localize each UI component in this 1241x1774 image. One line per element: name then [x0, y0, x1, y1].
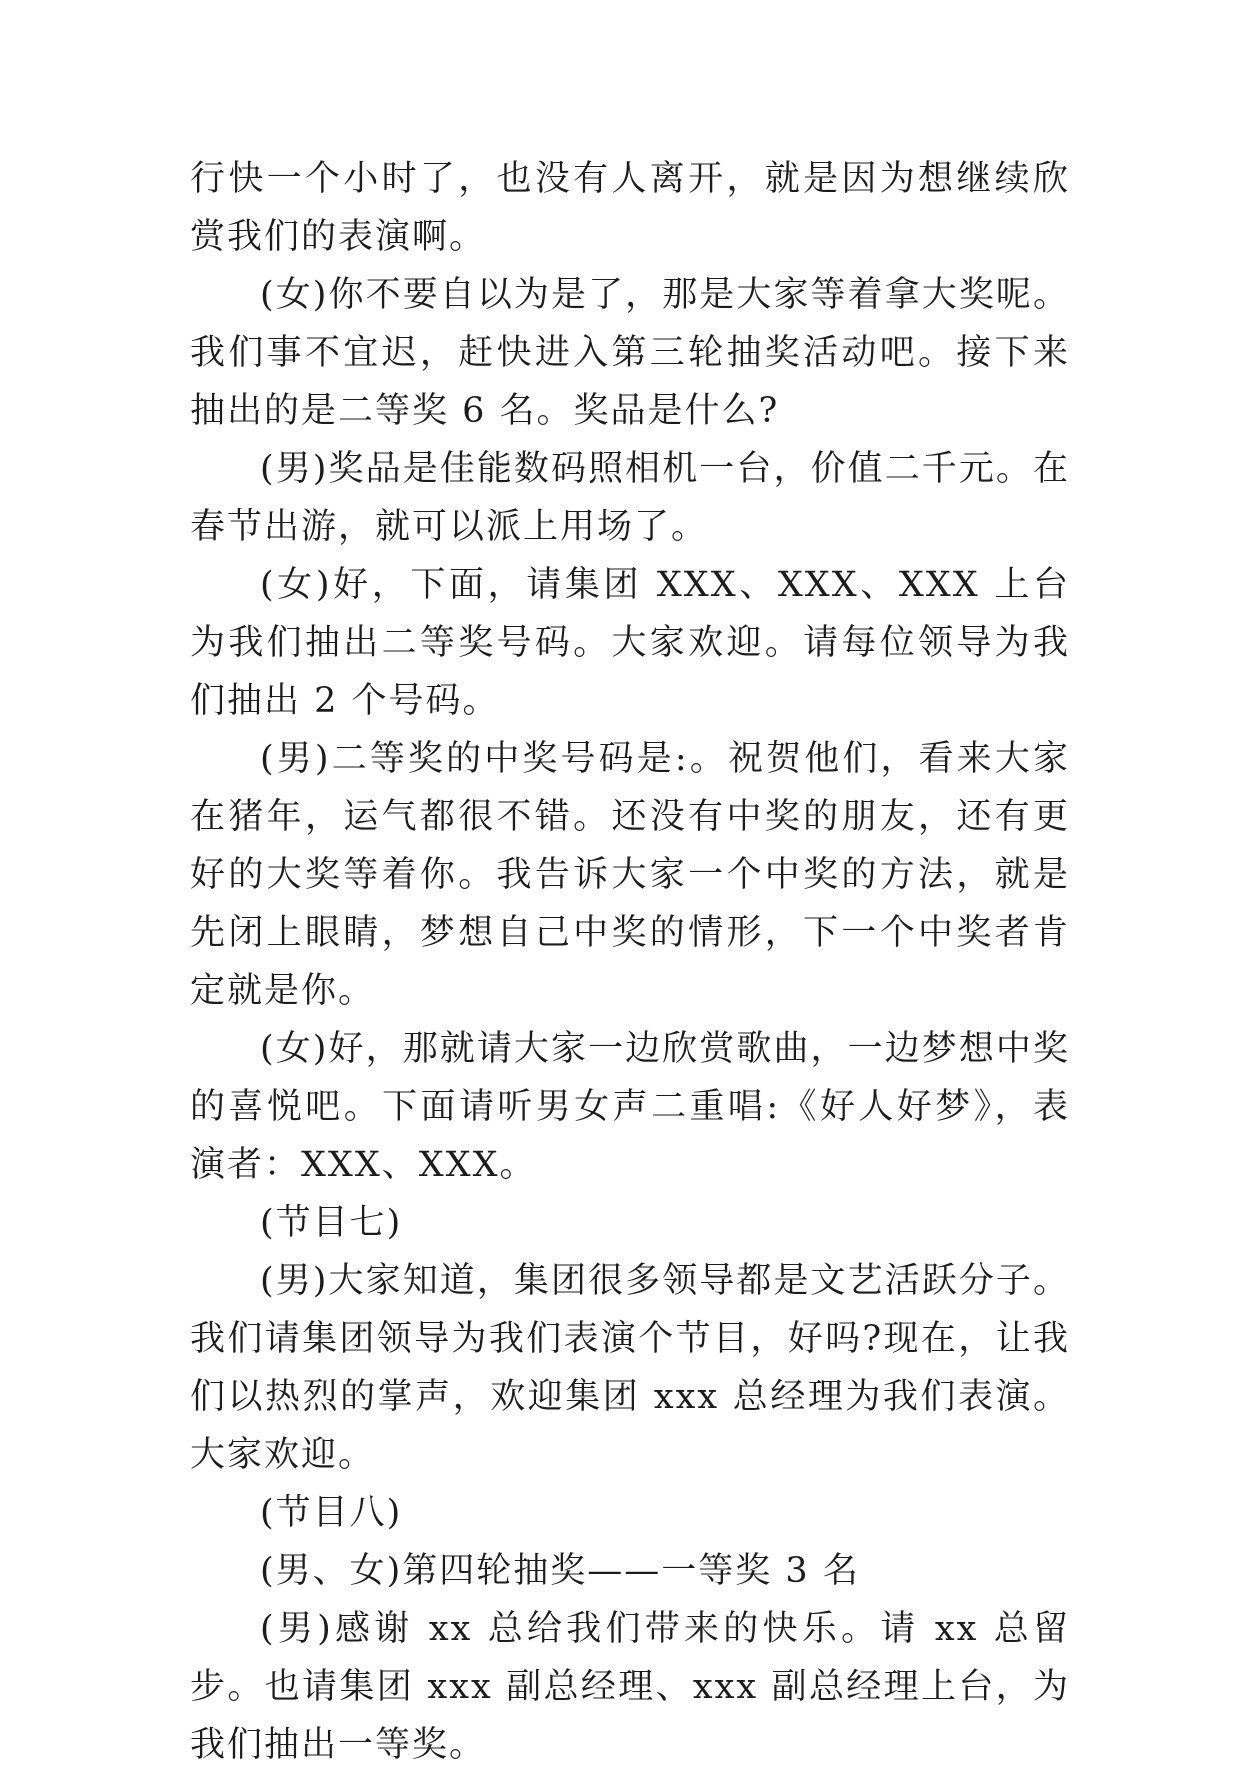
- paragraph: (男)感谢 xx 总给我们带来的快乐。请 xx 总留步。也请集团 xxx 副总经理、xxx 副总经理上台，为我们抽出一等奖。: [190, 1609, 1070, 1765]
- paragraph: (女)好，下面，请集团 XXX、XXX、XXX 上台为我们抽出二等奖号码。大家欢迎。请每位领导为我们抽出 2 个号码。: [190, 565, 1070, 721]
- paragraph: (女)你不要自以为是了，那是大家等着拿大奖呢。我们事不宜迟，赶快进入第三轮抽奖活动吧。接下来抽出的是二等奖 6 名。奖品是什么?: [190, 275, 1070, 431]
- paragraph: (男)二等奖的中奖号码是:。祝贺他们，看来大家在猪年，运气都很不错。还没有中奖的朋友，还有更好的大奖等着你。我告诉大家一个中奖的方法，就是先闭上眼睛，梦想自己中奖的情形，下一个中奖者肯定就是你。: [190, 739, 1070, 1011]
- paragraph: (男)大家知道，集团很多领导都是文艺活跃分子。我们请集团领导为我们表演个节目，好吗?现在，让我们以热烈的掌声，欢迎集团 xxx 总经理为我们表演。大家欢迎。: [190, 1261, 1070, 1475]
- document-body: [190, 150, 1070, 1774]
- paragraph: (节目七): [260, 1203, 403, 1243]
- paragraph: (节目八): [260, 1493, 403, 1533]
- paragraph: (男、女)第四轮抽奖——一等奖 3 名: [260, 1551, 860, 1591]
- paragraph: (男)奖品是佳能数码照相机一台，价值二千元。在春节出游，就可以派上用场了。: [190, 449, 1070, 547]
- paragraph: (女)好，那就请大家一边欣赏歌曲，一边梦想中奖的喜悦吧。下面请听男女声二重唱:《好人好梦》，表演者：XXX、XXX。: [190, 1029, 1070, 1185]
- paragraph: 行快一个小时了，也没有人离开，就是因为想继续欣赏我们的表演啊。: [190, 159, 1070, 257]
